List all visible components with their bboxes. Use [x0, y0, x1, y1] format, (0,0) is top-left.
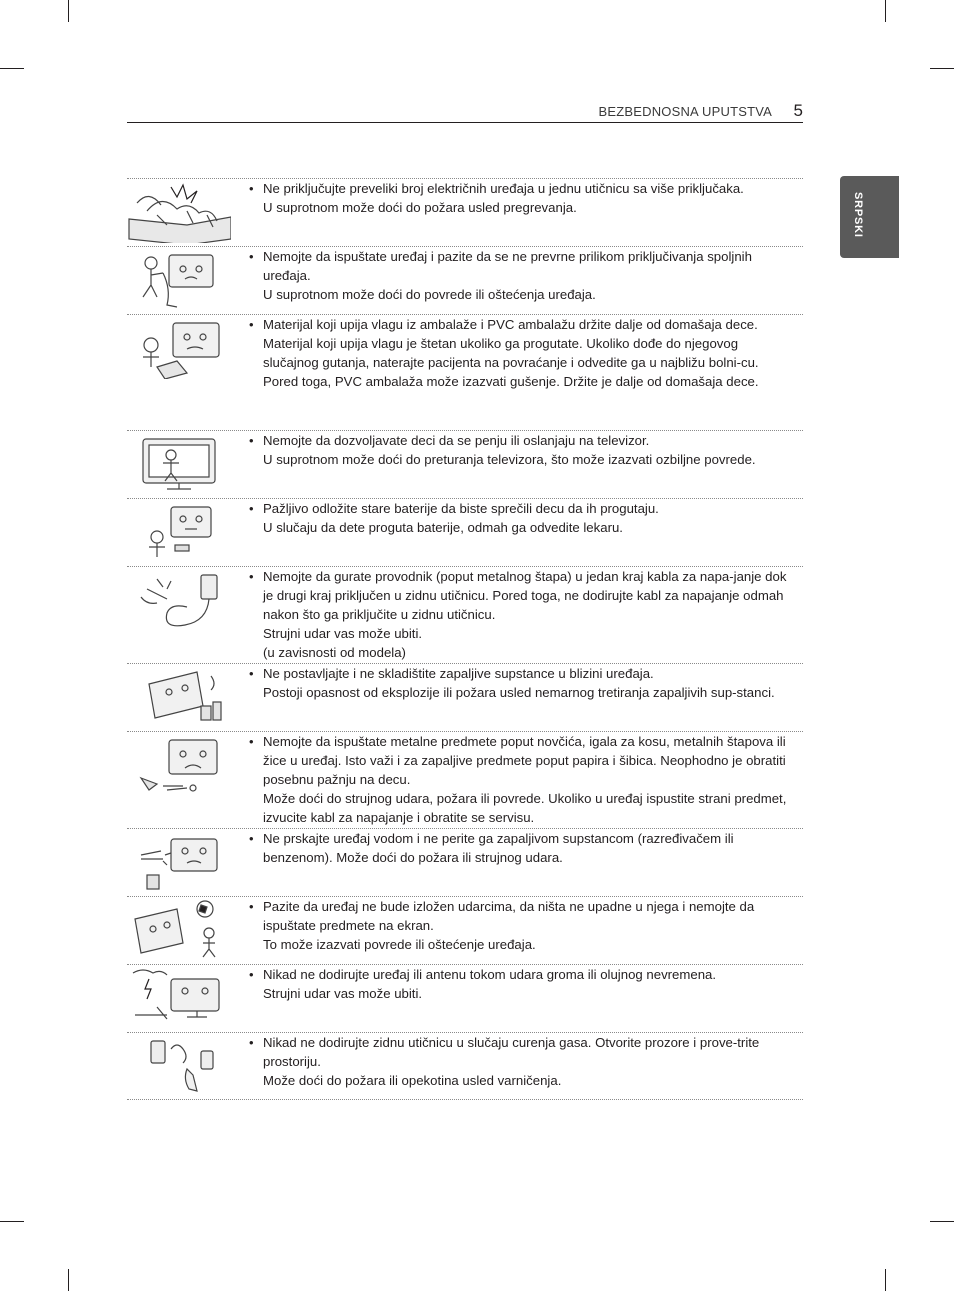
- spraying-water-illustration: [127, 831, 231, 893]
- page-number: 5: [793, 101, 803, 120]
- metal-objects-illustration: [127, 734, 231, 796]
- child-battery-illustration: [127, 501, 231, 563]
- overloaded-socket-illustration: [127, 181, 231, 243]
- item-text: Materijal koji upija vlagu iz ambalaže i PVC ambalažu držite dalje od domašaja dece. Materijal koji upija vlagu je štetan ukoliko ga progutate. Ukoliko dođe do njegovog slučajnog gutanja, naterajte pacijenta na povraćanje i odvedite ga u najbližu bolni-cu. Pored toga, PVC ambalaža može izazvati gušenje. Držite je dalje od domašaja dece.: [263, 317, 759, 389]
- metal-rod-in-plug-illustration: [127, 569, 231, 631]
- crop-mark: [0, 1221, 24, 1222]
- language-tab-label: SRPSKI: [852, 192, 864, 238]
- ball-hitting-tv-illustration: [127, 899, 231, 961]
- page-header: [127, 100, 803, 123]
- list-item: • Nemojte da ispuštate uređaj i pazite da se ne prevrne prilikom priključivanja spoljnih uređaja. U suprotnom može doći do povrede ili oštećenja uređaja.: [127, 246, 803, 314]
- item-text: Pažljivo odložite stare baterije da biste sprečili decu da ih progutaju. U slučaju da dete proguta baterije, odmah ga odvedite lekaru.: [263, 501, 659, 535]
- safety-list: [127, 178, 803, 1100]
- child-climbing-tv-illustration: [127, 433, 231, 495]
- crop-mark: [930, 1221, 954, 1222]
- list-item: • Nemojte da gurate provodnik (poput metalnog štapa) u jedan kraj kabla za napa-janje dok je drugi kraj priključen u zidnu utičnicu. Pored toga, ne dodirujte kabl za napajanje odmah nakon što ga priključite u zidnu utičnicu. Strujni udar vas može ubiti. (u zavisnosti od modela): [127, 566, 803, 663]
- item-text: Nemojte da gurate provodnik (poput metalnog štapa) u jedan kraj kabla za napa-janje dok je drugi kraj priključen u zidnu utičnicu. Pored toga, ne dodirujte kabl za napajanje odmah nakon što ga priključite u zidnu utičnicu. Strujni udar vas može ubiti. (u zavisnosti od modela): [263, 569, 787, 660]
- item-text: Ne postavljajte i ne skladištite zapaljive supstance u blizini uređaja. Postoji opasnost od eksplozije ili požara usled nemarnog tretiranja zapaljivih sup-stanci.: [263, 666, 775, 700]
- lightning-storm-illustration: [127, 967, 231, 1029]
- gas-leak-socket-illustration: [127, 1035, 231, 1097]
- crop-mark: [68, 0, 69, 22]
- crop-mark: [885, 1269, 886, 1291]
- crop-mark: [0, 68, 24, 69]
- item-text: Nikad ne dodirujte uređaj ili antenu tokom udara groma ili olujnog nevremena. Strujni udar vas može ubiti.: [263, 967, 717, 1001]
- item-text: Nemojte da dozvoljavate deci da se penju ili oslanjaju na televizor. U suprotnom može doći do preturanja televizora, što može izazvati ozbiljne povrede.: [263, 433, 756, 467]
- crop-mark: [885, 0, 886, 22]
- item-text: Ne prskajte uređaj vodom i ne perite ga zapaljivom supstancom (razređivačem ili benzenom). Može doći do požara ili strujnog udara.: [263, 831, 734, 865]
- list-item: • Nemojte da dozvoljavate deci da se penju ili oslanjaju na televizor. U suprotnom može doći do preturanja televizora, što može izazvati ozbiljne povrede.: [127, 430, 803, 498]
- crop-mark: [68, 1269, 69, 1291]
- item-text: Pazite da uređaj ne bude izložen udarcima, da ništa ne upadne u njega i nemojte da ispuštate predmete na ekran. To može izazvati povrede ili oštećenje uređaja.: [263, 899, 755, 952]
- item-text: Nikad ne dodirujte zidnu utičnicu u slučaju curenja gasa. Otvorite prozore i prove-trite prostoriju. Može doći do požara ili opekotina usled varničenja.: [263, 1035, 760, 1088]
- list-item: • Ne priključujte preveliki broj električnih uređaja u jednu utičnicu sa više priključaka. U suprotnom može doći do požara usled pregrevanja.: [127, 178, 803, 246]
- list-item: • Nikad ne dodirujte zidnu utičnicu u slučaju curenja gasa. Otvorite prozore i prove-trite prostoriju. Može doći do požara ili opekotina usled varničenja.: [127, 1032, 803, 1100]
- child-pulling-cable-illustration: [127, 249, 231, 311]
- list-item: • Materijal koji upija vlagu iz ambalaže i PVC ambalažu držite dalje od domašaja dece. Materijal koji upija vlagu je štetan ukoliko ga progutate. Ukoliko dođe do njegovog slučajnog gutanja, naterajte pacijenta na povraćanje i odvedite ga u najbližu bolni-cu. Pored toga, PVC ambalaža može izazvati gušenje. Držite je dalje od domašaja dece.: [127, 314, 803, 430]
- item-text: Ne priključujte preveliki broj električnih uređaja u jednu utičnicu sa više priključaka. U suprotnom može doći do požara usled pregrevanja.: [263, 181, 744, 215]
- language-tab: [840, 176, 899, 258]
- section-title: BEZBEDNOSNA UPUTSTVA: [598, 104, 772, 119]
- crop-mark: [930, 68, 954, 69]
- list-item: • Ne prskajte uređaj vodom i ne perite ga zapaljivom supstancom (razređivačem ili benzenom). Može doći do požara ili strujnog udara.: [127, 828, 803, 896]
- item-text: Nemojte da ispuštate metalne predmete poput novčića, igala za kosu, metalnih štapova ili žice u uređaj. Isto važi i za zapaljive predmete poput papira i šibica. Neophodno je obratiti posebnu pažnju na decu. Može doći do strujnog udara, požara ili povrede. Ukoliko u uređaj ispustite strani predmet, izvucite kabl za napajanje i obratite se servisu.: [263, 734, 787, 825]
- child-with-packaging-illustration: [127, 317, 231, 379]
- list-item: • Pažljivo odložite stare baterije da biste sprečili decu da ih progutaju. U slučaju da dete proguta baterije, odmah ga odvedite lekaru.: [127, 498, 803, 566]
- list-item: • Nikad ne dodirujte uređaj ili antenu tokom udara groma ili olujnog nevremena. Strujni udar vas može ubiti.: [127, 964, 803, 1032]
- flammable-substance-illustration: [127, 666, 231, 728]
- list-item: • Nemojte da ispuštate metalne predmete poput novčića, igala za kosu, metalnih štapova ili žice u uređaj. Isto važi i za zapaljive predmete poput papira i šibica. Neophodno je obratiti posebnu pažnju na decu. Može doći do strujnog udara, požara ili povrede. Ukoliko u uređaj ispustite strani predmet, izvucite kabl za napajanje i obratite se servisu.: [127, 731, 803, 828]
- list-item: • Pazite da uređaj ne bude izložen udarcima, da ništa ne upadne u njega i nemojte da ispuštate predmete na ekran. To može izazvati povrede ili oštećenje uređaja.: [127, 896, 803, 964]
- item-text: Nemojte da ispuštate uređaj i pazite da se ne prevrne prilikom priključivanja spoljnih uređaja. U suprotnom može doći do povrede ili oštećenja uređaja.: [263, 249, 752, 302]
- list-item: • Ne postavljajte i ne skladištite zapaljive supstance u blizini uređaja. Postoji opasnost od eksplozije ili požara usled nemarnog tretiranja zapaljivih sup-stanci.: [127, 663, 803, 731]
